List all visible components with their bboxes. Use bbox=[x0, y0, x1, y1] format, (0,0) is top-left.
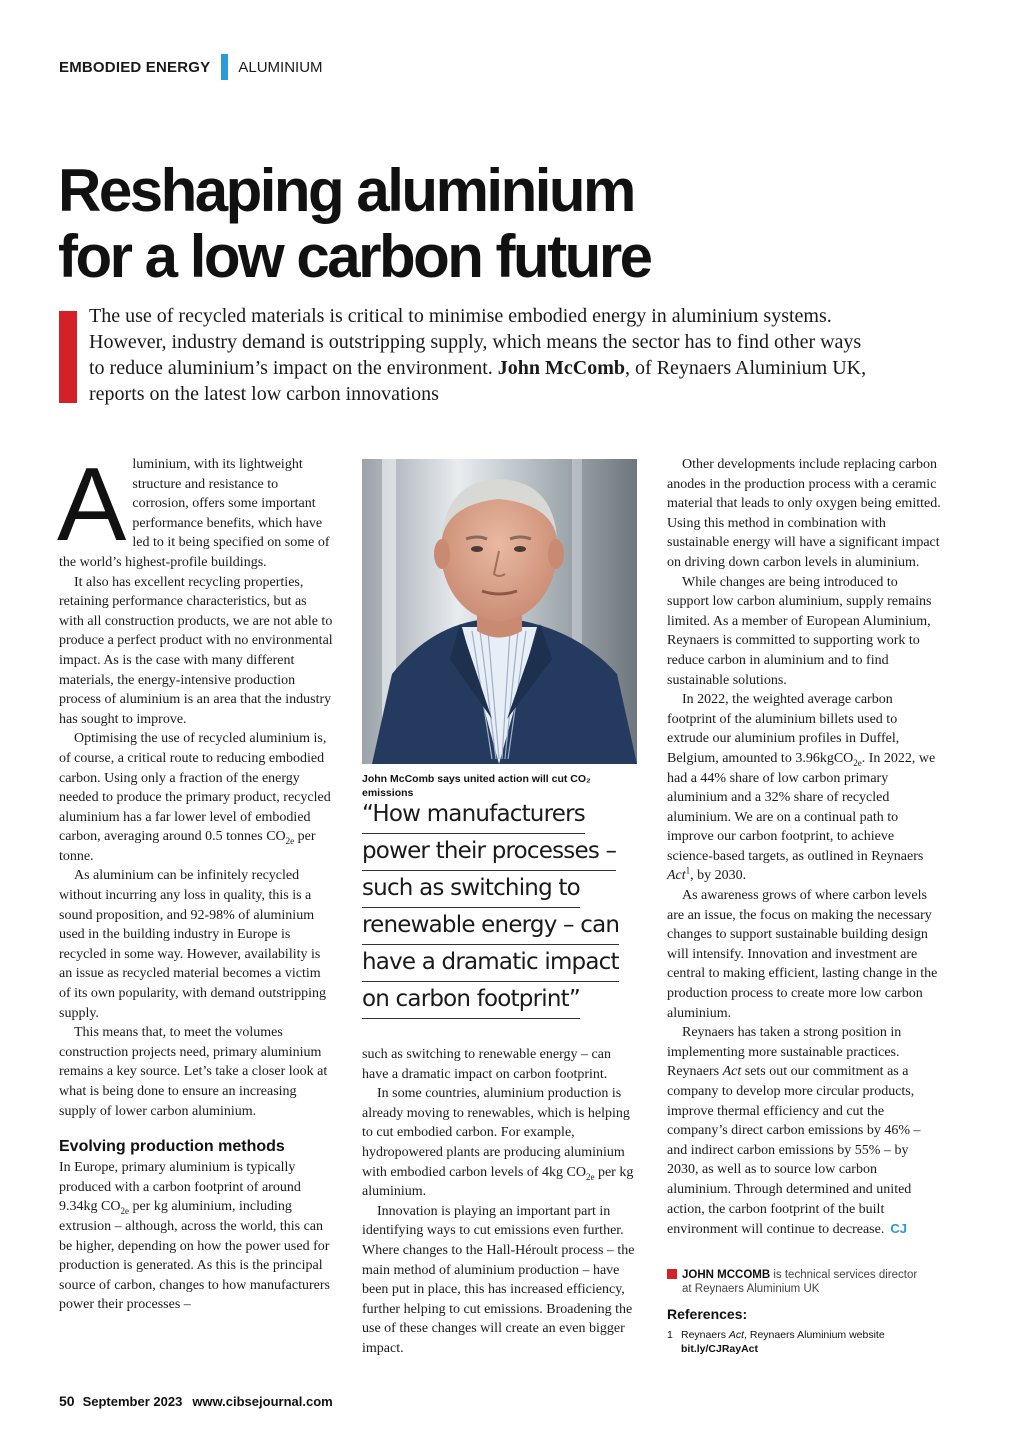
article-title bbox=[58, 158, 958, 290]
bio-line-2: at Reynaers Aluminium UK bbox=[682, 1283, 820, 1295]
pull-quote-line: “How manufacturers bbox=[362, 797, 585, 834]
reference-link[interactable]: bit.ly/CJRayAct bbox=[681, 1343, 759, 1355]
col3-paragraph-4: As awareness grows of where carbon levels are an issue, the focus on making the necessary changes to support sustainable building design will intensify. Innovation and investment are central to making efficient, lasting change in the production process to create more low carbon aluminium. bbox=[667, 888, 938, 1021]
pull-quote-line: such as switching to bbox=[362, 871, 580, 908]
col1-p1-text: luminium, with its lightweight structure and resistance to corrosion, offers some important performance benefits, which have led to it being specified on some of the world’s highest-profile buildings. bbox=[59, 457, 330, 570]
col1-p6-sub: 2e bbox=[120, 1206, 129, 1217]
col3-p5a: Reynaers has taken a strong position in implementing more sustainable practices. Reynaers bbox=[667, 1025, 902, 1080]
reference-number: 1 bbox=[667, 1329, 673, 1341]
references-heading: References: bbox=[667, 1306, 748, 1322]
bio-line-1: is technical services director bbox=[770, 1269, 918, 1281]
standfirst-text bbox=[89, 303, 879, 407]
standfirst bbox=[59, 303, 879, 407]
col1-p3-text: Optimising the use of recycled aluminium is, of course, a critical route to reducing embodied carbon. Using only a fraction of the energy needed to produce the primary product, recycled aluminium has a far lower level of embodied carbon, averaging around 0.5 tonnes CO bbox=[59, 731, 331, 845]
column-3 bbox=[667, 455, 942, 1240]
page-footer bbox=[59, 1393, 333, 1409]
portrait-illustration bbox=[362, 459, 637, 764]
col3-p3a: In 2022, the weighted average carbon footprint of the aluminium billets used to extrude our aluminium profiles in Duffel, Belgium, amounted to 3.96kgCO bbox=[667, 692, 900, 766]
bio-marker bbox=[667, 1269, 677, 1279]
photo-caption: John McComb says united action will cut CO₂ emissions bbox=[362, 773, 591, 799]
author-bio bbox=[667, 1268, 947, 1296]
section-divider bbox=[221, 54, 228, 80]
references bbox=[667, 1306, 947, 1356]
topic-label: ALUMINIUM bbox=[238, 58, 323, 76]
col1-paragraph-4: As aluminium can be infinitely recycled without incurring any loss in quality, this is a sound proposition, and 92-98% of aluminium used in the building industry in Europe is recycled in some way. However, availability is an issue as recycled material becomes a victim of its own popularity, with demand outstripping supply. bbox=[59, 868, 327, 1021]
reference-post: , Reynaers Aluminium website bbox=[744, 1329, 885, 1341]
col3-paragraph-3 bbox=[667, 690, 942, 886]
section-header bbox=[59, 56, 323, 78]
title-line-1: Reshaping aluminium bbox=[58, 157, 634, 224]
pull-quote-line: renewable energy – can bbox=[362, 908, 619, 945]
col3-paragraph-5 bbox=[667, 1023, 942, 1240]
standfirst-author-tail: , of Reynaers Aluminium UK, reports on the latest low carbon innovations bbox=[89, 357, 867, 405]
drop-cap: A bbox=[57, 447, 127, 563]
col1-paragraph-6 bbox=[59, 1158, 334, 1315]
col2-paragraph-2 bbox=[362, 1084, 637, 1202]
footnote-marker: 1 bbox=[685, 865, 691, 876]
reference-text bbox=[681, 1328, 885, 1356]
col1-p6b: per kg aluminium, including extrusion – although, across the world, this can be higher, depending on how the power used for production is generated. As this is the principal source of carbon, changes to how manufacturers power their processes – bbox=[59, 1199, 330, 1313]
pull-quote-line: power their processes – bbox=[362, 834, 616, 871]
col3-p5b: sets out our commitment as a company to develop more circular products, improve thermal efficiency and cut the company’s direct carbon emissions by 46% – and indirect carbon emissions by 55% – by 2030, as well as to source low carbon aluminium. Through determined and united action, the carbon footprint of the built environment will continue to decrease. bbox=[667, 1064, 921, 1238]
col1-p3-sub: 2e bbox=[285, 836, 295, 847]
col3-p3b: . In 2022, we had a 44% share of low carbon primary aluminium and a 32% share of recycled aluminium. We are on a continual path to improve our carbon footprint, to achieve science-based targets, as outlined in Reynaers bbox=[667, 750, 936, 864]
col1-paragraph-2: It also has excellent recycling properties, retaining performance characteristics, but as with all construction products, we are not able to produce a perfect product with no environmental impact. As is the case with many different materials, the energy-intensive production process of aluminium is an area that the industry has sought to improve. bbox=[59, 574, 333, 727]
author-photo bbox=[362, 459, 637, 764]
section-heading: Evolving production methods bbox=[59, 1138, 285, 1156]
website-link[interactable]: www.cibsejournal.com bbox=[192, 1394, 333, 1409]
column-1 bbox=[57, 447, 334, 1315]
col1-p6a: In Europe, primary aluminium is typically produced with a carbon footprint of around 9.34kg CO bbox=[59, 1160, 301, 1215]
pull-quote-line: on carbon footprint” bbox=[362, 982, 580, 1019]
pull-quote-line: have a dramatic impact bbox=[362, 945, 619, 982]
section-label: EMBODIED ENERGY bbox=[59, 58, 211, 76]
title-line-2: for a low carbon future bbox=[58, 223, 651, 290]
col2-p2-sub: 2e bbox=[585, 1171, 595, 1182]
pull-quote bbox=[362, 797, 632, 1019]
col3-paragraph-2: While changes are being introduced to support low carbon aluminium, supply remains limited. As a member of European Aluminium, Reynaers is committed to supporting work to reduce carbon in aluminium and to find sustainable solutions. bbox=[667, 574, 932, 688]
col1-p3-end: per tonne. bbox=[59, 829, 316, 864]
standfirst-bar bbox=[59, 311, 77, 403]
col2-paragraph-3: Innovation is playing an important part in identifying ways to cut emissions even further. Where changes to the Hall-Héroult process – the main method of aluminium production – have been put in place, this has increased efficiency, further helping to cut emissions. Broadening the use of these changes will create an even bigger impact. bbox=[362, 1203, 635, 1356]
standfirst-body: The use of recycled materials is critical to minimise embodied energy in aluminium systems. However, industry demand is outstripping supply, which means the sector has to find other ways to reduce aluminium’s impact on the environment. bbox=[89, 305, 862, 379]
end-mark: CJ bbox=[890, 1221, 907, 1237]
col2-p2a: In some countries, aluminium production is already moving to renewables, which is helping to cut embodied carbon. For example, hydropowered plants are producing aluminium with embodied carbon levels of 4kg CO bbox=[362, 1086, 630, 1180]
reference-item bbox=[667, 1328, 947, 1356]
col1-paragraph-3 bbox=[59, 729, 334, 866]
col3-paragraph-1: Other developments include replacing carbon anodes in the production process with a ceramic material that leads to only oxygen being emitted. Using this method in combination with sustainable energy will have a significant impact on driving down carbon levels in aluminium. bbox=[667, 457, 941, 570]
column-2 bbox=[362, 1045, 637, 1359]
col3-p5-italic: Act bbox=[722, 1064, 742, 1080]
reference-pre: Reynaers bbox=[681, 1329, 729, 1341]
col2-p2b: per kg aluminium. bbox=[362, 1164, 634, 1200]
issue-date: September 2023 bbox=[82, 1394, 183, 1409]
col3-p3c: , by 2030. bbox=[690, 868, 747, 884]
bio-name: JOHN MCCOMB bbox=[682, 1269, 771, 1281]
col3-p3-sub: 2e bbox=[853, 757, 862, 768]
col3-p3-italic: Act bbox=[667, 868, 686, 884]
col1-paragraph-5: This means that, to meet the volumes construction projects need, primary aluminium remains a key source. Let’s take a closer look at what is being done to ensure an increasing supply of lower carbon aluminium. bbox=[59, 1025, 328, 1119]
col2-paragraph-1: such as switching to renewable energy – can have a dramatic impact on carbon footprint. bbox=[362, 1047, 611, 1082]
col1-paragraph-1 bbox=[57, 447, 334, 573]
standfirst-author: John McComb bbox=[497, 357, 626, 379]
page-number: 50 bbox=[59, 1393, 75, 1409]
reference-italic: Act bbox=[728, 1329, 745, 1341]
